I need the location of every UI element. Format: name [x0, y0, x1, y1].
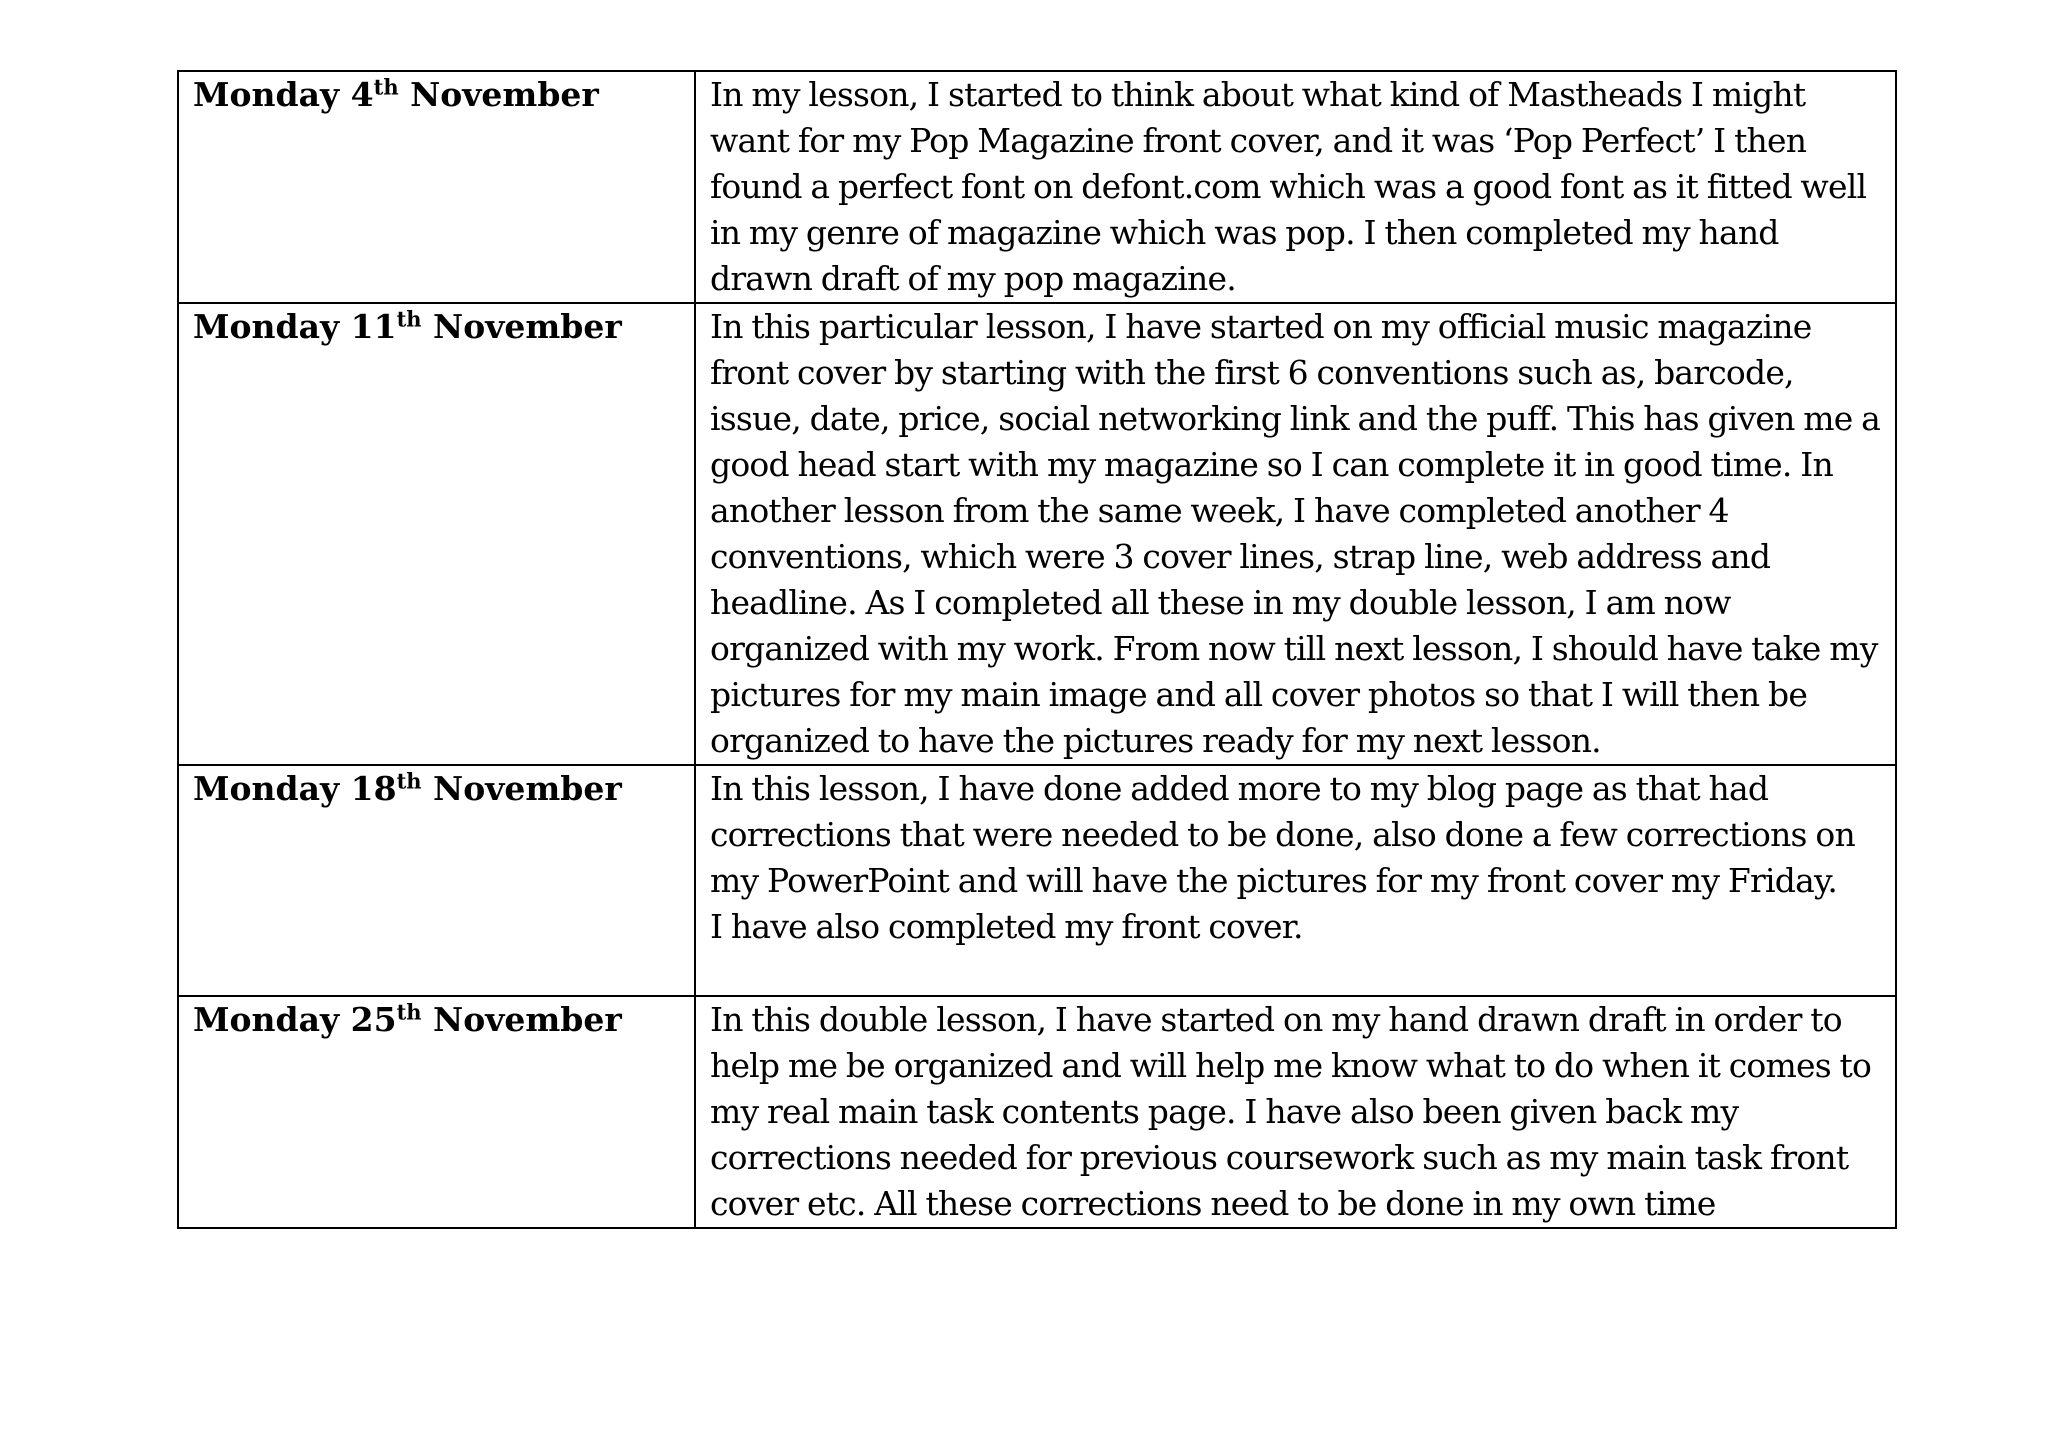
- date-suffix: th: [373, 74, 399, 100]
- date-suffix: th: [396, 999, 422, 1025]
- date-suffix: th: [396, 306, 422, 332]
- date-month: November: [421, 769, 622, 808]
- date-cell: [178, 303, 695, 765]
- table-row: [178, 765, 1896, 996]
- lesson-log-table: [177, 70, 1897, 1229]
- entry-paragraph: In this lesson, I have done added more to my blog page as that had corrections that were needed to be done, also done a few corrections on my PowerPoint and will have the pictures for my front cover my Friday.: [710, 769, 1855, 900]
- entry-paragraph: In this double lesson, I have started on my hand drawn draft in order to help me be organized and will help me know what to do when it comes to my real main task contents page. I have also been given back my corrections needed for previous coursework such as my main task front cover etc. All these corrections need to be done in my own time: [710, 1000, 1872, 1223]
- table-row: [178, 71, 1896, 303]
- entry-paragraph: I have also completed my front cover.: [710, 907, 1303, 946]
- date-month: November: [398, 75, 599, 114]
- entry-cell: [695, 765, 1896, 996]
- date-suffix: th: [396, 768, 422, 794]
- entry-paragraph: In my lesson, I started to think about what kind of Mastheads I might want for my Pop Magazine front cover, and it was ‘Pop Perfect’ I then found a perfect font on defont.com which was a good font as it fitted well in my genre of magazine which was pop. I then completed my hand drawn draft of my pop magazine.: [710, 75, 1867, 298]
- entry-cell: [695, 303, 1896, 765]
- table-row: [178, 303, 1896, 765]
- date-month: November: [421, 307, 622, 346]
- date-day: Monday 11: [193, 307, 397, 346]
- date-cell: [178, 996, 695, 1228]
- date-day: Monday 25: [193, 1000, 397, 1039]
- date-day: Monday 18: [193, 769, 397, 808]
- entry-paragraph: In this particular lesson, I have started on my official music magazine front cover by starting with the first 6 conventions such as, barcode, issue, date, price, social networking link and the puff. This has given me a good head start with my magazine so I can complete it in good time. In another lesson from the same week, I have completed another 4 conventions, which were 3 cover lines, strap line, web address and headline. As I completed all these in my double lesson, I am now organized with my work. From now till next lesson, I should have take my pictures for my main image and all cover photos so that I will then be organized to have the pictures ready for my next lesson.: [710, 307, 1881, 760]
- entry-cell: [695, 996, 1896, 1228]
- date-day: Monday 4: [193, 75, 374, 114]
- table-row: [178, 996, 1896, 1228]
- entry-cell: [695, 71, 1896, 303]
- date-cell: [178, 71, 695, 303]
- date-month: November: [421, 1000, 622, 1039]
- date-cell: [178, 765, 695, 996]
